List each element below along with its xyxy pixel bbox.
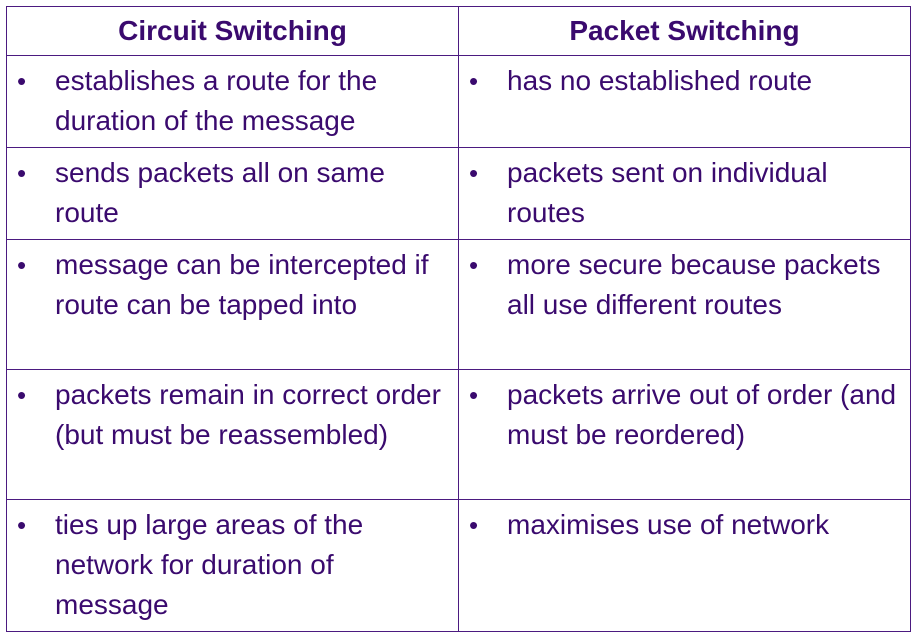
table-row	[7, 500, 911, 632]
bullet-icon: •	[469, 250, 479, 280]
table-cell	[459, 370, 911, 500]
table-cell	[7, 148, 459, 240]
cell-text: packets remain in correct order (but must be reassembled)	[55, 379, 441, 450]
cell-text: more secure because packets all use different routes	[507, 249, 881, 320]
table-cell	[459, 56, 911, 148]
cell-text: packets arrive out of order (and must be reordered)	[507, 379, 897, 450]
cell-text: has no established route	[507, 65, 813, 96]
header-circuit-switching: Circuit Switching	[7, 7, 459, 56]
cell-text: sends packets all on same route	[55, 157, 385, 228]
table-cell	[7, 370, 459, 500]
bullet-icon: •	[17, 510, 27, 540]
cell-text: establishes a route for the duration of the message	[55, 65, 378, 136]
table-cell	[7, 56, 459, 148]
cell-text: ties up large areas of the network for duration of message	[55, 509, 364, 620]
table-cell	[459, 240, 911, 370]
bullet-icon: •	[469, 158, 479, 188]
table-row	[7, 148, 911, 240]
bullet-icon: •	[469, 380, 479, 410]
header-row	[7, 7, 911, 56]
table-cell	[459, 500, 911, 632]
bullet-icon: •	[17, 250, 27, 280]
table-cell	[7, 240, 459, 370]
cell-text: message can be intercepted if route can be tapped into	[55, 249, 429, 320]
header-packet-switching: Packet Switching	[459, 7, 911, 56]
table-row	[7, 370, 911, 500]
bullet-icon: •	[17, 66, 27, 96]
bullet-icon: •	[17, 158, 27, 188]
bullet-icon: •	[469, 510, 479, 540]
cell-text: packets sent on individual routes	[507, 157, 828, 228]
table-row	[7, 56, 911, 148]
table-cell	[459, 148, 911, 240]
table-cell	[7, 500, 459, 632]
cell-text: maximises use of network	[507, 509, 830, 540]
bullet-icon: •	[469, 66, 479, 96]
bullet-icon: •	[17, 380, 27, 410]
comparison-table	[6, 6, 911, 632]
table-row	[7, 240, 911, 370]
